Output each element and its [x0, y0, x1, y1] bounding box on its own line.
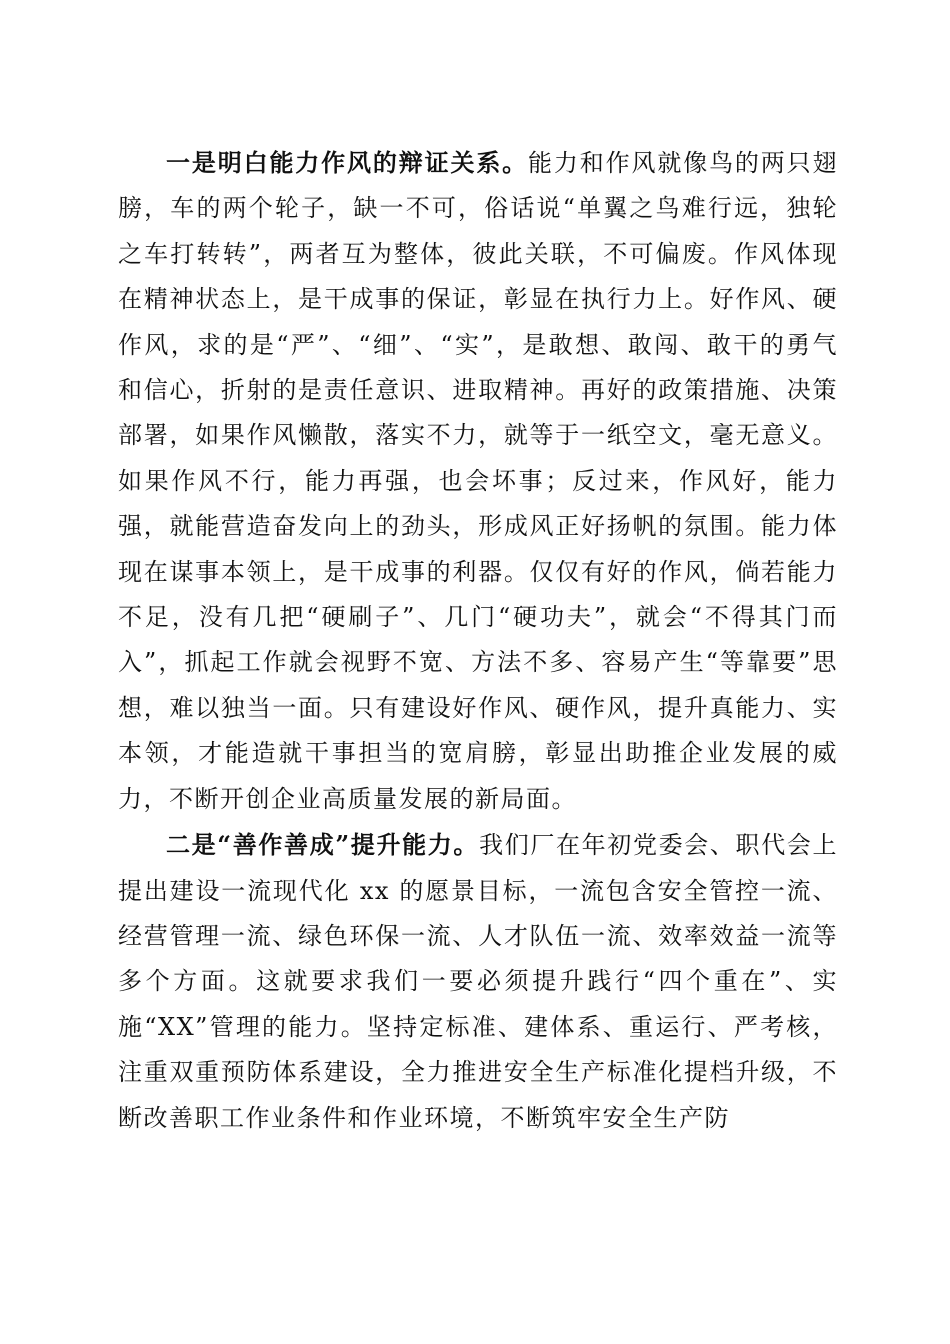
paragraph-body: 能力和作风就像鸟的两只翅膀，车的两个轮子，缺一不可，俗话说“单翼之鸟难行远，独轮之车打转转”，两者互为整体，彼此关联，不可偏废。作风体现在精神状态上，是干成事的保证，彰显在执行力上。好作风、硬作风，求的是“严”、“细”、“实”，是敢想、敢闯、敢干的勇气和信心，折射的是责任意识、进取精神。再好的政策措施、决策部署，如果作风懒散，落实不力，就等于一纸空文，毫无意义。如果作风不行，能力再强，也会坏事；反过来，作风好，能力强，就能营造奋发向上的劲头，形成风正好扬帆的氛围。能力体现在谋事本领上，是干成事的利器。仅仅有好的作风，倘若能力不足，没有几把“硬刷子”、几门“硬功夫”，就会“不得其门而入”，抓起工作就会视野不宽、方法不多、容易产生“等靠要”思想，难以独当一面。只有建设好作风、硬作风，提升真能力、实本领，才能造就干事担当的宽肩膀，彰显出助推企业发展的威力，不断开创企业高质量发展的新局面。 [118, 149, 839, 813]
document-page [118, 140, 838, 1141]
paragraph-lead: 二是“善作善成”提升能力。 [166, 830, 480, 860]
paragraph-lead: 一是明白能力作风的辩证关系。 [166, 148, 529, 177]
paragraph-dialectical-relation [118, 140, 838, 822]
paragraph-body: 我们厂在年初党委会、职代会上提出建设一流现代化 xx 的愿景目标，一流包含安全管控一流、经营管理一流、绿色环保一流、人才队伍一流、效率效益一流等多个方面。这就要求我们一要必须提升践行“四个重在”、实施“XX”管理的能力。坚持定标准、建体系、重运行、严考核，注重双重预防体系建设，全力推进安全生产标准化提档升级，不断改善职工作业条件和作业环境，不断筑牢安全生产防 [118, 831, 839, 1132]
paragraph-improve-ability [118, 822, 838, 1141]
